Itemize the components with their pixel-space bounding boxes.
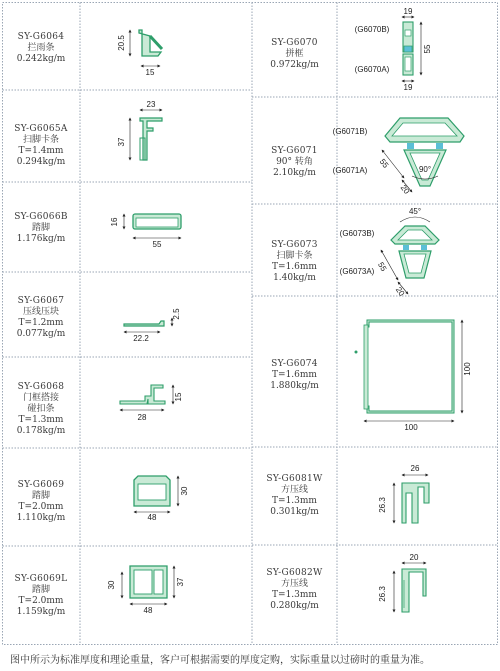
dim-label: 100: [463, 362, 472, 376]
dim-label: 2.5: [172, 308, 181, 320]
spec-label-g6074: SY-G6074 T=1.6mm 1.880kg/m: [270, 359, 319, 391]
spec-label-g6082w: SY-G6082W 方压线 T=1.3mm 0.280kg/m: [266, 568, 323, 611]
dim-label: 28: [137, 413, 147, 422]
spec-label-g6081w: SY-G6081W 方压线 T=1.3mm 0.301kg/m: [266, 474, 323, 517]
dim-label: 55: [152, 240, 162, 249]
dim-label: 19: [403, 83, 413, 92]
profile-g6082w: [378, 553, 426, 612]
profile-g6066b: [110, 214, 181, 249]
profile-g6069l: [107, 566, 185, 615]
spec-label-g6067: SY-G6067 压线压块 T=1.2mm 0.077kg/m: [16, 296, 66, 339]
dim-label: 19: [403, 7, 413, 16]
profile-g6074: [355, 320, 473, 432]
dim-label: 55: [423, 44, 432, 54]
profile-g6065a: [117, 100, 162, 160]
spec-label-g6069: SY-G6069 踏脚 T=2.0mm 1.110kg/m: [16, 480, 66, 523]
dim-label: 26.3: [378, 586, 387, 602]
dim-label: 37: [176, 577, 185, 587]
dim-label: 26.3: [378, 497, 387, 513]
profile-g6070: [355, 7, 432, 92]
spec-label-g6065a: SY-G6065A 扫脚卡条 T=1.4mm 0.294kg/m: [14, 124, 68, 167]
dim-label: 22.2: [133, 334, 149, 343]
dim-label: 37: [117, 137, 126, 147]
dim-label: 15: [145, 68, 155, 77]
profile-g6067: [124, 308, 181, 343]
dim-label: 48: [147, 513, 157, 522]
dim-label: 23: [146, 100, 156, 109]
profile-g6069: [134, 476, 189, 522]
part-tag: (G6070B): [354, 25, 390, 34]
dim-label: 45°: [408, 207, 422, 216]
part-tag: (G6071A): [332, 166, 368, 175]
profile-g6068: [120, 385, 183, 422]
spec-label-g6068: SY-G6068 门框搭接 碰扣条 T=1.3mm 0.178kg/m: [16, 382, 66, 436]
spec-label-g6069l: SY-G6069L 踏脚 T=2.0mm 1.159kg/m: [14, 574, 68, 617]
dim-label: 16: [110, 217, 119, 227]
spec-label-g6066b: SY-G6066B 踏脚 1.176kg/m: [14, 212, 68, 244]
part-tag: (G6073A): [339, 267, 375, 276]
dim-label: 100: [404, 423, 418, 432]
footer-note: 图中所示为标准厚度和理论重量，客户可根据需要的厚度定购，实际重量以过磅时的重量为准。: [10, 655, 430, 666]
dim-label: 48: [143, 606, 153, 615]
dim-label: 20: [409, 553, 419, 562]
dim-label: 55: [377, 157, 391, 170]
profile-g6064: [117, 30, 162, 77]
dim-label: 20.5: [117, 35, 126, 51]
dim-label: 90°: [418, 165, 432, 174]
spec-label-g6064: SY-G6064 拦雨条 0.242kg/m: [16, 32, 66, 64]
dim-label: 55: [376, 260, 389, 273]
spec-label-g6070: SY-G6070 拼框 0.972kg/m: [270, 38, 319, 70]
profile-g6073: [340, 207, 439, 298]
profile-g6081w: [378, 464, 429, 523]
dim-label: 15: [174, 392, 183, 402]
part-tag: (G6073B): [339, 229, 375, 238]
profile-g6071: [333, 118, 464, 196]
spec-label-g6073: SY-G6073 扫脚卡条 T=1.6mm 1.40kg/m: [271, 240, 318, 283]
dim-label: 20: [398, 183, 412, 196]
dim-label: 30: [180, 486, 189, 496]
part-tag: (G6070A): [354, 65, 390, 74]
dim-label: 20: [393, 285, 407, 298]
part-tag: (G6071B): [332, 127, 368, 136]
dim-label: 30: [107, 580, 116, 590]
spec-label-g6071: SY-G6071 90° 转角 2.10kg/m: [271, 146, 318, 178]
dim-label: 26: [410, 464, 420, 473]
